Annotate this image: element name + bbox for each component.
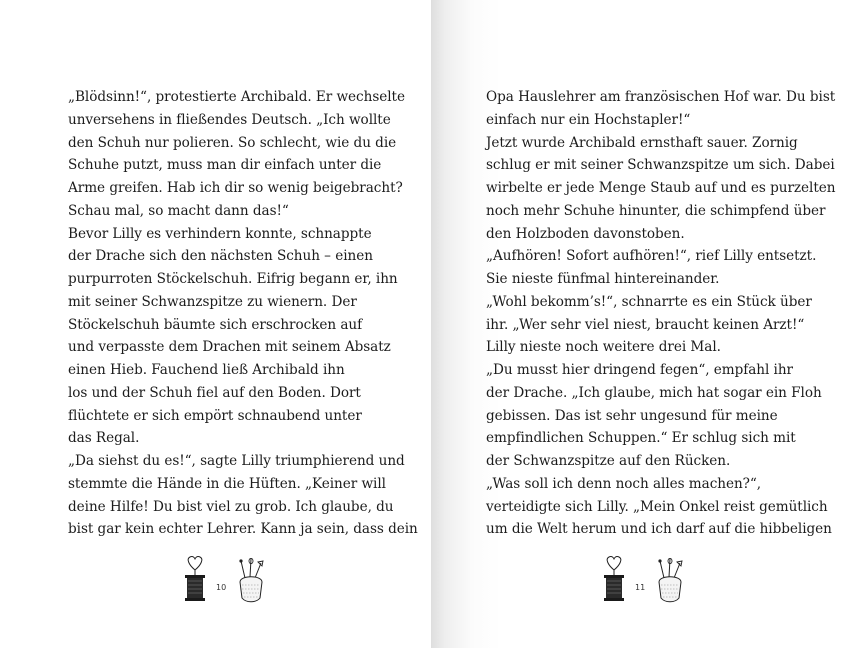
text-line: „Blödsinn!“, protestierte Archibald. Er wechselte	[68, 89, 405, 105]
text-line: deine Hilfe! Du bist viel zu grob. Ich glaube, du	[68, 498, 394, 515]
right-page	[431, 0, 862, 648]
page-number: 11	[635, 583, 646, 592]
text-line: Bevor Lilly es verhindern konnte, schnappte	[68, 225, 372, 242]
right-page-text	[486, 86, 835, 541]
thread-spool-heart-icon	[599, 554, 633, 604]
text-line: den Holzboden davonstoben.	[486, 225, 685, 242]
text-line: Sie nieste fünfmal hintereinander.	[486, 271, 720, 287]
text-line: Opa Hauslehrer am französischen Hof war. Du bist	[486, 89, 836, 105]
text-line: einen Hieb. Fauchend ließ Archibald ihn	[68, 362, 345, 378]
text-line: purpurroten Stöckelschuh. Eifrig begann er, ihn	[68, 271, 398, 287]
text-line: einfach nur ein Hochstapler!“	[486, 111, 691, 128]
text-line: Schuhe putzt, muss man dir einfach unter die	[68, 157, 382, 174]
text-line: das Regal.	[68, 430, 140, 447]
text-line: stemmte die Hände in die Hüften. „Keiner will	[68, 475, 386, 492]
text-line: Stöckelschuh bäumte sich erschrocken auf	[68, 316, 363, 333]
text-line: gebissen. Das ist sehr ungesund für meine	[486, 407, 778, 424]
text-line: schlug er mit seiner Schwanzspitze um sich. Dabei	[486, 157, 835, 174]
text-line: bist gar kein echter Lehrer. Kann ja sein, dass dein	[68, 521, 418, 538]
thread-spool-heart-icon	[180, 554, 214, 604]
text-line: Lilly nieste noch weitere drei Mal.	[486, 339, 721, 356]
text-line: los und der Schuh fiel auf den Boden. Dort	[68, 384, 361, 401]
text-line: der Schwanzspitze auf den Rücken.	[486, 453, 731, 469]
text-line: unversehens in fließendes Deutsch. „Ich wollte	[68, 111, 391, 128]
text-line: „Was soll ich denn noch alles machen?“,	[486, 475, 762, 492]
text-line: der Drache. „Ich glaube, mich hat sogar ein Floh	[486, 384, 822, 401]
page-number: 10	[216, 583, 227, 592]
text-line: noch mehr Schuhe hinunter, die schimpfend über	[486, 202, 826, 219]
text-line: mit seiner Schwanzspitze zu wienern. Der	[68, 293, 357, 310]
text-line: „Aufhören! Sofort aufhören!“, rief Lilly entsetzt.	[486, 248, 817, 265]
text-line: Schau mal, so macht dann das!“	[68, 202, 289, 219]
text-line: „Wohl bekomm’s!“, schnarrte es ein Stück über	[486, 293, 812, 310]
pincushion-icon	[655, 558, 685, 604]
text-line: Jetzt wurde Archibald ernsthaft sauer. Zornig	[486, 134, 798, 151]
text-line: Arme greifen. Hab ich dir so wenig beigebracht?	[68, 180, 403, 196]
text-line: „Da siehst du es!“, sagte Lilly triumphierend und	[68, 453, 405, 469]
text-line: um die Welt herum und ich darf auf die hibbeligen	[486, 521, 832, 538]
left-page-text	[68, 86, 418, 541]
text-line: „Du musst hier dringend fegen“, empfahl ihr	[486, 362, 794, 378]
text-line: wirbelte er jede Menge Staub auf und es purzelten	[486, 180, 836, 196]
text-line: und verpasste dem Drachen mit seinem Absatz	[68, 339, 391, 356]
text-line: empfindlichen Schuppen.“ Er schlug sich mit	[486, 430, 796, 447]
text-line: flüchtete er sich empört schnaubend unter	[68, 407, 362, 424]
text-line: ihr. „Wer sehr viel niest, braucht keinen Arzt!“	[486, 316, 805, 333]
text-line: den Schuh nur polieren. So schlecht, wie du die	[68, 134, 397, 151]
pincushion-icon	[236, 558, 266, 604]
text-line: der Drache sich den nächsten Schuh – einen	[68, 248, 373, 265]
text-line: verteidigte sich Lilly. „Mein Onkel reist gemütlich	[486, 498, 828, 515]
